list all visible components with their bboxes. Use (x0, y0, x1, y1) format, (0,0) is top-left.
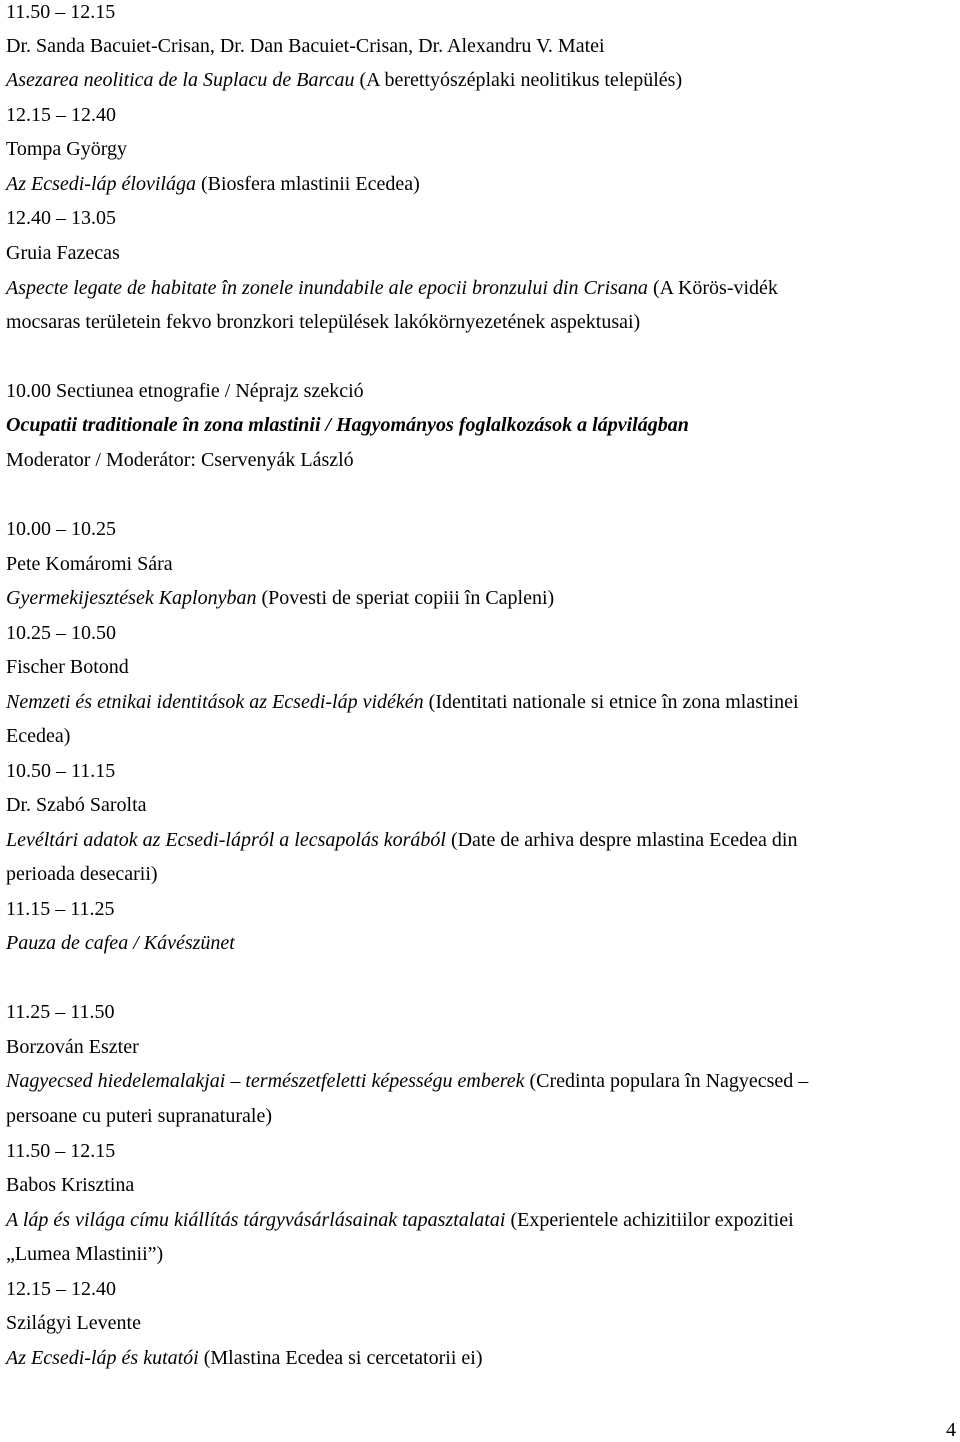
entry-title-translation: (A Körös-vidék (647, 277, 778, 299)
entry-title (6, 1069, 808, 1093)
entry-title-continuation: persoane cu puteri supranaturale) (6, 1105, 272, 1127)
entry-title (6, 690, 799, 714)
entry-speaker: Dr. Szabó Sarolta (6, 794, 147, 816)
entry-speaker: Fischer Botond (6, 656, 129, 678)
coffee-break: Pauza de cafea / Kávészünet (6, 932, 235, 954)
entry-title (6, 276, 778, 300)
entry-time: 11.15 – 11.25 (6, 898, 115, 920)
entry-title (6, 586, 554, 610)
entry-title-translation: (Povesti de speriat copiii în Capleni) (256, 587, 555, 609)
entry-title-italic: Az Ecsedi-láp élovilága (6, 173, 196, 195)
entry-speaker: Borzován Eszter (6, 1036, 139, 1058)
entry-time: 10.25 – 10.50 (6, 622, 116, 644)
entry-title-italic: A láp és világa címu kiállítás tárgyvásárlásainak tapasztalatai (6, 1209, 506, 1231)
entry-title-translation: (Experientele achizitiilor expozitiei (505, 1209, 794, 1231)
entry-speaker: Gruia Fazecas (6, 242, 120, 264)
entry-title-translation: (Date de arhiva despre mlastina Ecedea din (445, 829, 798, 851)
entry-title-translation: (Mlastina Ecedea si cercetatorii ei) (198, 1347, 483, 1369)
entry-title-continuation: Ecedea) (6, 725, 71, 747)
entry-title-italic: Asezarea neolitica de la Suplacu de Barcau (6, 69, 355, 91)
entry-title (6, 828, 797, 852)
entry-title-continuation: mocsaras területein fekvo bronzkori települések lakókörnyezetének aspektusai) (6, 311, 641, 333)
page-number: 4 (946, 1419, 956, 1441)
entry-title-italic: Aspecte legate de habitate în zonele inundabile ale epocii bronzului din Crisana (6, 277, 648, 299)
entry-title-italic: Nagyecsed hiedelemalakjai – természetfeletti képességu emberek (6, 1070, 525, 1092)
entry-time: 11.25 – 11.50 (6, 1001, 115, 1023)
section-moderator: Moderator / Moderátor: Cservenyák László (6, 449, 354, 471)
entry-speaker: Dr. Sanda Bacuiet-Crisan, Dr. Dan Bacuiet-Crisan, Dr. Alexandru V. Matei (6, 35, 605, 57)
entry-title (6, 1346, 482, 1370)
entry-title (6, 1208, 794, 1232)
entry-title-translation: (A berettyószéplaki neolitikus település) (354, 69, 683, 91)
entry-speaker: Tompa György (6, 138, 127, 160)
entry-time: 10.50 – 11.15 (6, 760, 116, 782)
entry-title (6, 68, 682, 92)
entry-time: 11.50 – 12.15 (6, 1140, 116, 1162)
entry-time: 11.50 – 12.15 (6, 1, 116, 23)
entry-title-continuation: perioada desecarii) (6, 863, 158, 885)
entry-time: 12.40 – 13.05 (6, 207, 116, 229)
entry-title-translation: (Biosfera mlastinii Ecedea) (195, 173, 420, 195)
entry-title-italic: Levéltári adatok az Ecsedi-lápról a lecsapolás korából (6, 829, 446, 851)
entry-title (6, 172, 420, 196)
entry-title-italic: Az Ecsedi-láp és kutatói (6, 1347, 199, 1369)
entry-time: 12.15 – 12.40 (6, 104, 116, 126)
entry-title-italic: Nemzeti és etnikai identitások az Ecsedi-láp vidékén (6, 691, 424, 713)
entry-title-italic: Gyermekijesztések Kaplonyban (6, 587, 257, 609)
entry-title-translation: (Credinta populara în Nagyecsed – (524, 1070, 809, 1092)
entry-time: 12.15 – 12.40 (6, 1278, 116, 1300)
entry-speaker: Pete Komáromi Sára (6, 553, 173, 575)
section-heading: 10.00 Sectiunea etnografie / Néprajz szekció (6, 380, 364, 402)
entry-time: 10.00 – 10.25 (6, 518, 116, 540)
entry-title-continuation: „Lumea Mlastinii”) (6, 1243, 164, 1265)
entry-title-translation: (Identitati nationale si etnice în zona mlastinei (423, 691, 799, 713)
entry-speaker: Babos Krisztina (6, 1174, 135, 1196)
entry-speaker: Szilágyi Levente (6, 1312, 141, 1334)
section-title: Ocupatii traditionale în zona mlastinii / Hagyományos foglalkozások a lápvilágban (6, 414, 689, 436)
